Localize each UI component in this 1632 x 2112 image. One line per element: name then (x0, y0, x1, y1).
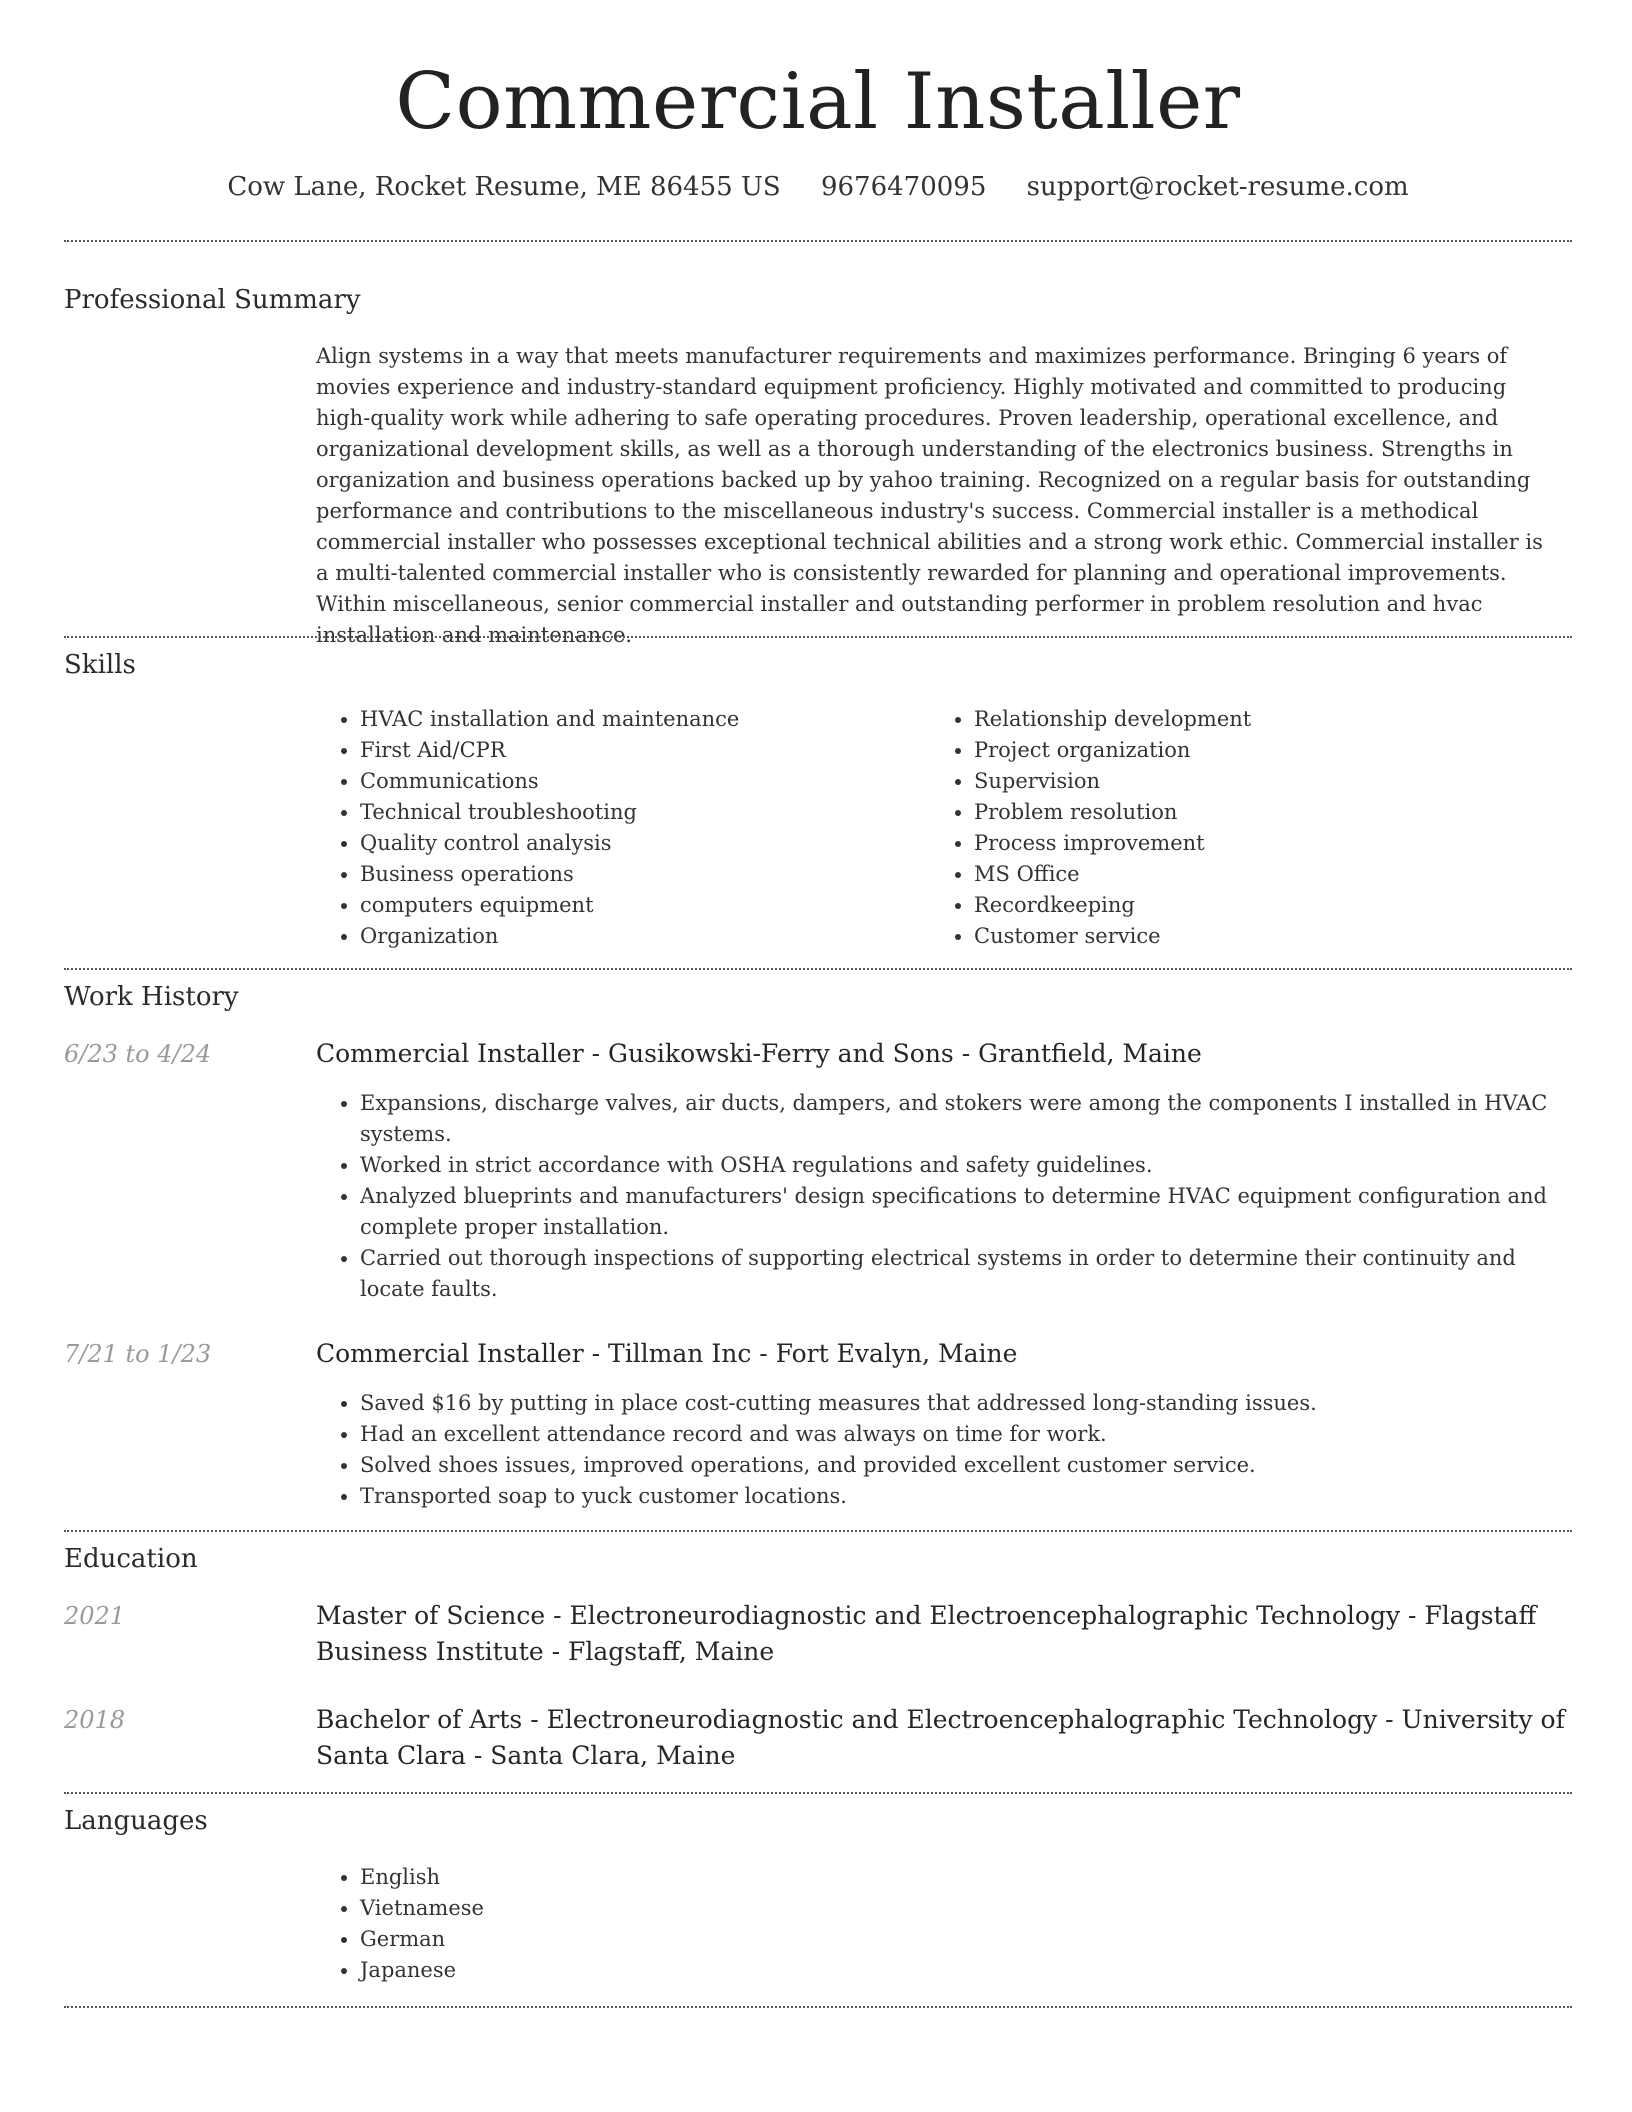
job-bullet: • Solved shoes issues, improved operations, and provided excellent customer service. (360, 1450, 1566, 1481)
skill-item: • First Aid/CPR (360, 735, 916, 766)
divider (64, 2006, 1572, 2008)
skill-item: • computers equipment (360, 890, 916, 921)
contact-email: support@rocket-resume.com (1026, 172, 1409, 202)
skill-item: • Organization (360, 921, 916, 952)
skill-item: • Technical troubleshooting (360, 797, 916, 828)
contact-address: Cow Lane, Rocket Resume, ME 86455 US (227, 172, 781, 202)
job-bullet: • Had an excellent attendance record and was always on time for work. (360, 1419, 1566, 1450)
job-dates: 7/21 to 1/23 (64, 1340, 212, 1368)
skill-item: • Recordkeeping (974, 890, 1530, 921)
skill-item: • Business operations (360, 859, 916, 890)
section-title-work: Work History (64, 982, 239, 1012)
job-heading: Commercial Installer - Tillman Inc - Fort Evalyn, Maine (316, 1339, 1018, 1368)
job-bullets (316, 1088, 1566, 1305)
divider (64, 240, 1572, 242)
divider (64, 1530, 1572, 1532)
skill-item: • HVAC installation and maintenance (360, 704, 916, 735)
job-bullet: • Worked in strict accordance with OSHA regulations and safety guidelines. (360, 1150, 1566, 1181)
divider (64, 1792, 1572, 1794)
divider (64, 968, 1572, 970)
summary-text: Align systems in a way that meets manufacturer requirements and maximizes performance. Bringing 6 years of movies experience and industry-standard equipment proficiency. Highly motivated and committed to producing high-quality work while adhering to safe operating procedures. Proven leadership, operational excellence, and organizational development skills, as well as a thorough understanding of the electronics business. Strengths in organization and business operations backed up by yahoo training. Recognized on a regular basis for outstanding performance and contributions to the miscellaneous industry's success. Commercial installer is a methodical commercial installer who possesses exceptional technical abilities and a strong work ethic. Commercial installer is a multi-talented commercial installer who is consistently rewarded for planning and operational improvements. Within miscellaneous, senior commercial installer and outstanding performer in problem resolution and hvac installation and maintenance. (316, 344, 1543, 647)
divider (64, 636, 1572, 638)
section-title-education: Education (64, 1544, 198, 1574)
job-bullet: • Analyzed blueprints and manufacturers' design specifications to determine HVAC equipment configuration and complete proper installation. (360, 1181, 1566, 1243)
education-entry: Bachelor of Arts - Electroneurodiagnostic and Electroencephalographic Technology - University of Santa Clara - Santa Clara, Maine (316, 1705, 1565, 1770)
contact-phone: 9676470095 (820, 172, 987, 202)
candidate-name: Commercial Installer (395, 57, 1241, 147)
skill-item: • Problem resolution (974, 797, 1530, 828)
section-title-summary: Professional Summary (64, 285, 361, 315)
job-bullet: • Carried out thorough inspections of supporting electrical systems in order to determine their continuity and locate faults. (360, 1243, 1566, 1305)
job-heading: Commercial Installer - Gusikowski-Ferry and Sons - Grantfield, Maine (316, 1039, 1202, 1068)
skills-column-right (930, 704, 1530, 952)
skill-item: • Quality control analysis (360, 828, 916, 859)
skills-column-left (316, 704, 916, 952)
education-entry: Master of Science - Electroneurodiagnostic and Electroencephalographic Technology - Flagstaff Business Institute - Flagstaff, Maine (316, 1601, 1537, 1666)
resume-page (64, 0, 1572, 1982)
skill-item: • Relationship development (974, 704, 1530, 735)
languages-list (316, 1862, 1566, 1986)
job-bullet: • Transported soap to yuck customer locations. (360, 1481, 1566, 1512)
education-year: 2018 (64, 1706, 126, 1734)
skill-item: • Supervision (974, 766, 1530, 797)
skill-item: • Communications (360, 766, 916, 797)
language-item: • German (360, 1924, 1566, 1955)
job-bullets (316, 1388, 1566, 1512)
contact-line (64, 170, 1572, 204)
job-dates: 6/23 to 4/24 (64, 1040, 212, 1068)
skill-item: • Customer service (974, 921, 1530, 952)
skill-item: • Process improvement (974, 828, 1530, 859)
language-item: • English (360, 1862, 1566, 1893)
job-bullet: • Saved $16 by putting in place cost-cutting measures that addressed long-standing issues. (360, 1388, 1566, 1419)
section-title-languages: Languages (64, 1806, 208, 1836)
job-bullet: • Expansions, discharge valves, air ducts, dampers, and stokers were among the components I installed in HVAC systems. (360, 1088, 1566, 1150)
skill-item: • MS Office (974, 859, 1530, 890)
skill-item: • Project organization (974, 735, 1530, 766)
language-item: • Vietnamese (360, 1893, 1566, 1924)
language-item: • Japanese (360, 1955, 1566, 1986)
education-year: 2021 (64, 1602, 126, 1630)
section-title-skills: Skills (64, 650, 136, 680)
